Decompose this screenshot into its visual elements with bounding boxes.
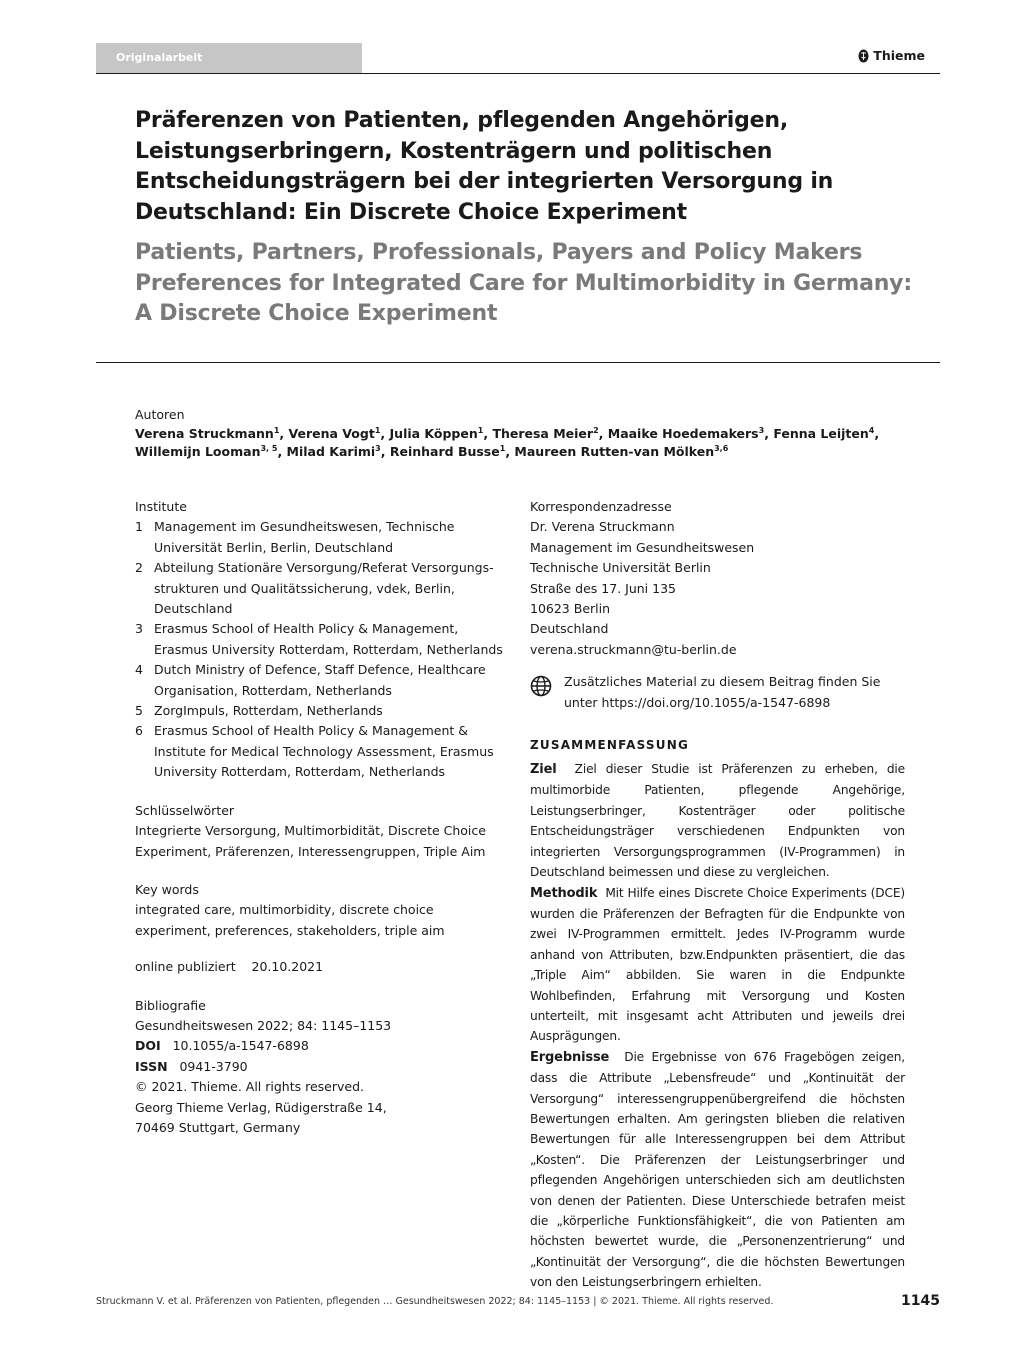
author-names: Verena Struckmann$^1$, Verena Vogt$^1$, Julia Köppen$^1$, Theresa Meier$^2$, Maaike Hoedemakers$^3$, Fenna Leijten$^4$, Willemijn Looman$^{3, 5}$, Milad Karimi$^3$, Reinhard Busse$^1$, Maureen Rutten-van Mölken$^{3,6}$ bbox=[135, 426, 880, 460]
author-affiliation: 3, 5 bbox=[260, 444, 278, 454]
author-affiliation: 3 bbox=[758, 426, 765, 436]
author-affiliation: 2 bbox=[593, 426, 599, 436]
author-affiliation: 1 bbox=[273, 426, 280, 436]
institute-number: 2 bbox=[135, 560, 143, 576]
author-affiliation: 3,6 bbox=[714, 444, 729, 454]
correspondence-line: Management im Gesundheitswesen bbox=[530, 539, 755, 555]
correspondence-line: Straße des 17. Juni 135 bbox=[530, 580, 676, 596]
published-label: online publiziert bbox=[135, 959, 236, 975]
header-divider bbox=[96, 73, 940, 74]
abstract-section bbox=[530, 1047, 905, 1293]
institute-item bbox=[135, 558, 510, 619]
author-name: Maureen Rutten-van Mölken bbox=[514, 444, 715, 460]
doi-value: 10.1055/a-1547-6898 bbox=[172, 1038, 309, 1054]
bibliography-issn bbox=[135, 1057, 510, 1077]
author-name: Verena Struckmann bbox=[135, 426, 274, 442]
correspondence-line: Deutschland bbox=[530, 621, 609, 637]
abstract-section-label: Ziel bbox=[530, 762, 557, 778]
author-name: Fenna Leijten bbox=[773, 426, 869, 442]
author-affiliation: 1 bbox=[374, 426, 381, 436]
institute-item bbox=[135, 619, 510, 660]
institute-number: 1 bbox=[135, 519, 143, 535]
author-name: Theresa Meier bbox=[492, 426, 594, 442]
author-name: Maaike Hoedemakers bbox=[607, 426, 759, 442]
title-english: Patients, Partners, Professionals, Payers and Policy Makers Preferences for Integrated Care for Multimorbidity in Germany: A Discrete Choice Experiment bbox=[135, 240, 912, 326]
abstract-section bbox=[530, 883, 905, 1047]
bibliography-copyright: © 2021. Thieme. All rights reserved. bbox=[135, 1079, 364, 1095]
institute-text: ZorgImpuls, Rotterdam, Netherlands bbox=[154, 703, 383, 719]
abstract-body bbox=[530, 759, 905, 1293]
issn-label: ISSN bbox=[135, 1058, 168, 1074]
page-number: 1145 bbox=[901, 1293, 940, 1309]
keywords-de-text: Integrierte Versorgung, Multimorbidität, Discrete Choice Experiment, Präferenzen, Interessengruppen, Triple Aim bbox=[135, 823, 486, 859]
author-affiliation: 1 bbox=[477, 426, 484, 436]
published-date: 20.10.2021 bbox=[251, 959, 324, 975]
publisher-logo bbox=[858, 48, 925, 63]
institute-number: 5 bbox=[135, 703, 143, 719]
institutes-label: Institute bbox=[135, 499, 187, 514]
correspondence-line: Dr. Verena Struckmann bbox=[530, 519, 675, 535]
authors-section bbox=[135, 405, 905, 461]
globe-icon bbox=[530, 675, 552, 697]
author-name: Verena Vogt bbox=[288, 426, 375, 442]
institute-item bbox=[135, 660, 510, 701]
publisher-name: Thieme bbox=[873, 48, 925, 63]
author-name: Julia Köppen bbox=[389, 426, 478, 442]
right-column bbox=[530, 497, 905, 1293]
abstract-heading: ZUSAMMENFASSUNG bbox=[530, 738, 689, 753]
bibliography-publisher-1: Georg Thieme Verlag, Rüdigerstraße 14, bbox=[135, 1099, 387, 1115]
author-affiliation: 4 bbox=[868, 426, 875, 436]
doi-label: DOI bbox=[135, 1038, 161, 1054]
institute-text: Dutch Ministry of Defence, Staff Defence, Healthcare Organisation, Rotterdam, Netherlands bbox=[154, 662, 486, 698]
author-name: Willemijn Looman bbox=[135, 444, 261, 460]
issn-value: 0941-3790 bbox=[179, 1058, 248, 1074]
institute-text: Management im Gesundheitswesen, Technische Universität Berlin, Berlin, Deutschland bbox=[154, 519, 455, 555]
correspondence-label: Korrespondenzadresse bbox=[530, 499, 672, 514]
bibliography-journal: Gesundheitswesen 2022; 84: 1145–1153 bbox=[135, 1017, 392, 1033]
keywords-en-text: integrated care, multimorbidity, discrete choice experiment, preferences, stakeholders, triple aim bbox=[135, 902, 445, 938]
supplementary-text: Zusätzliches Material zu diesem Beitrag finden Sie unter https://doi.org/10.1055/a-1547-6898 bbox=[564, 674, 881, 710]
bibliography-publisher-2: 70469 Stuttgart, Germany bbox=[135, 1119, 301, 1135]
keywords-de-label: Schlüsselwörter bbox=[135, 802, 235, 818]
institute-item bbox=[135, 701, 510, 721]
authors-label: Autoren bbox=[135, 407, 185, 422]
published-line bbox=[135, 957, 510, 977]
institute-text: Abteilung Stationäre Versorgung/Referat Versorgungsstrukturen und Qualitätssicherung, vdek, Berlin, Deutschland bbox=[154, 560, 494, 617]
bibliography-label: Bibliografie bbox=[135, 997, 206, 1013]
keywords-en-label: Key words bbox=[135, 881, 199, 897]
title-german: Präferenzen von Patienten, pflegenden Angehörigen, Leistungserbringern, Kostenträgern und politischen Entscheidungsträgern bei der integrierten Versorgung in Deutschland: Ein Discrete Choice Experiment bbox=[135, 108, 834, 225]
institute-number: 3 bbox=[135, 621, 143, 637]
abstract-section-label: Ergebnisse bbox=[530, 1049, 610, 1065]
footer-citation: Struckmann V. et al. Präferenzen von Patienten, pflegenden … Gesundheitswesen 2022; 84: 1145–1153 | © 2021. Thieme. All rights reserved. bbox=[96, 1296, 774, 1307]
institute-item bbox=[135, 721, 510, 782]
abstract-section-text: Ziel dieser Studie ist Präferenzen zu erheben, die multimorbide Patienten, pflegende Angehörige, Leistungserbringer, Kostenträger oder politische Entscheidungsträger verschiedenen Endpunkten von integrierten Versorgungsprogrammen (IV-Programmen) in Deutschland beimessen und diese zu vergleichen. bbox=[530, 762, 905, 880]
correspondence-address bbox=[530, 517, 905, 660]
abstract-section-text: Mit Hilfe eines Discrete Choice Experiments (DCE) wurden die Präferenzen der Befragten für die Endpunkte von zwei IV-Programmen ermittelt. Jedes IV-Programm wurde anhand von Attributen, bzw.Endpunkten präsentiert, die das „Triple Aim“ abbilden. Sie waren in die Endpunkte Wohlbefinden, Erfahrung mit Versorgung und Kosten unterteilt, mit insgesamt acht Attributen und jeweils drei Ausprägungen. bbox=[530, 885, 905, 1044]
institute-item bbox=[135, 517, 510, 558]
author-name: Milad Karimi bbox=[286, 444, 376, 460]
abstract-section-text: Die Ergebnisse von 676 Fragebögen zeigen, dass die Attribute „Lebensfreude“ und „Kontinuität der Versorgung“ interessengruppenübergreifend die höchsten Bewertungen erhalten. Am geringsten blieben die relativen Bewertungen für alle Interessengruppen bei dem Attribut „Kosten“. Die Präferenzen der Leistungserbringer und pflegenden Angehörigen unterschieden sich am deutlichsten von denen der Patienten. Diese Unterschiede betrafen meist die „körperliche Funktionsfähigkeit“, die von Patienten am höchsten bewertet wurde, die „Personenzentrierung“ und „Kontinuität der Versorgung“, die die höchsten Bewertungen von den Leistungserbringern erhielten. bbox=[530, 1049, 905, 1290]
author-name: Reinhard Busse bbox=[389, 444, 500, 460]
bibliography-doi bbox=[135, 1036, 510, 1056]
institute-text: Erasmus School of Health Policy & Management & Institute for Medical Technology Assessment, Erasmus University Rotterdam, Rotterdam, Netherlands bbox=[154, 723, 494, 780]
correspondence-email: verena.struckmann@tu-berlin.de bbox=[530, 641, 737, 657]
thieme-logo-icon bbox=[858, 49, 869, 63]
abstract-section-label: Methodik bbox=[530, 885, 598, 901]
title-divider bbox=[96, 362, 940, 363]
category-label: Originalarbeit bbox=[96, 43, 362, 73]
abstract-section bbox=[530, 759, 905, 882]
institute-number: 6 bbox=[135, 723, 143, 739]
author-affiliation: 3 bbox=[375, 444, 381, 454]
institute-text: Erasmus School of Health Policy & Management, Erasmus University Rotterdam, Rotterdam, Netherlands bbox=[154, 621, 503, 657]
correspondence-line: 10623 Berlin bbox=[530, 601, 611, 617]
correspondence-line: Technische Universität Berlin bbox=[530, 560, 711, 576]
author-affiliation: 1 bbox=[499, 444, 506, 454]
left-column bbox=[135, 497, 510, 1138]
supplementary-note bbox=[530, 672, 905, 713]
institutes-list bbox=[135, 517, 510, 782]
institute-number: 4 bbox=[135, 662, 143, 678]
